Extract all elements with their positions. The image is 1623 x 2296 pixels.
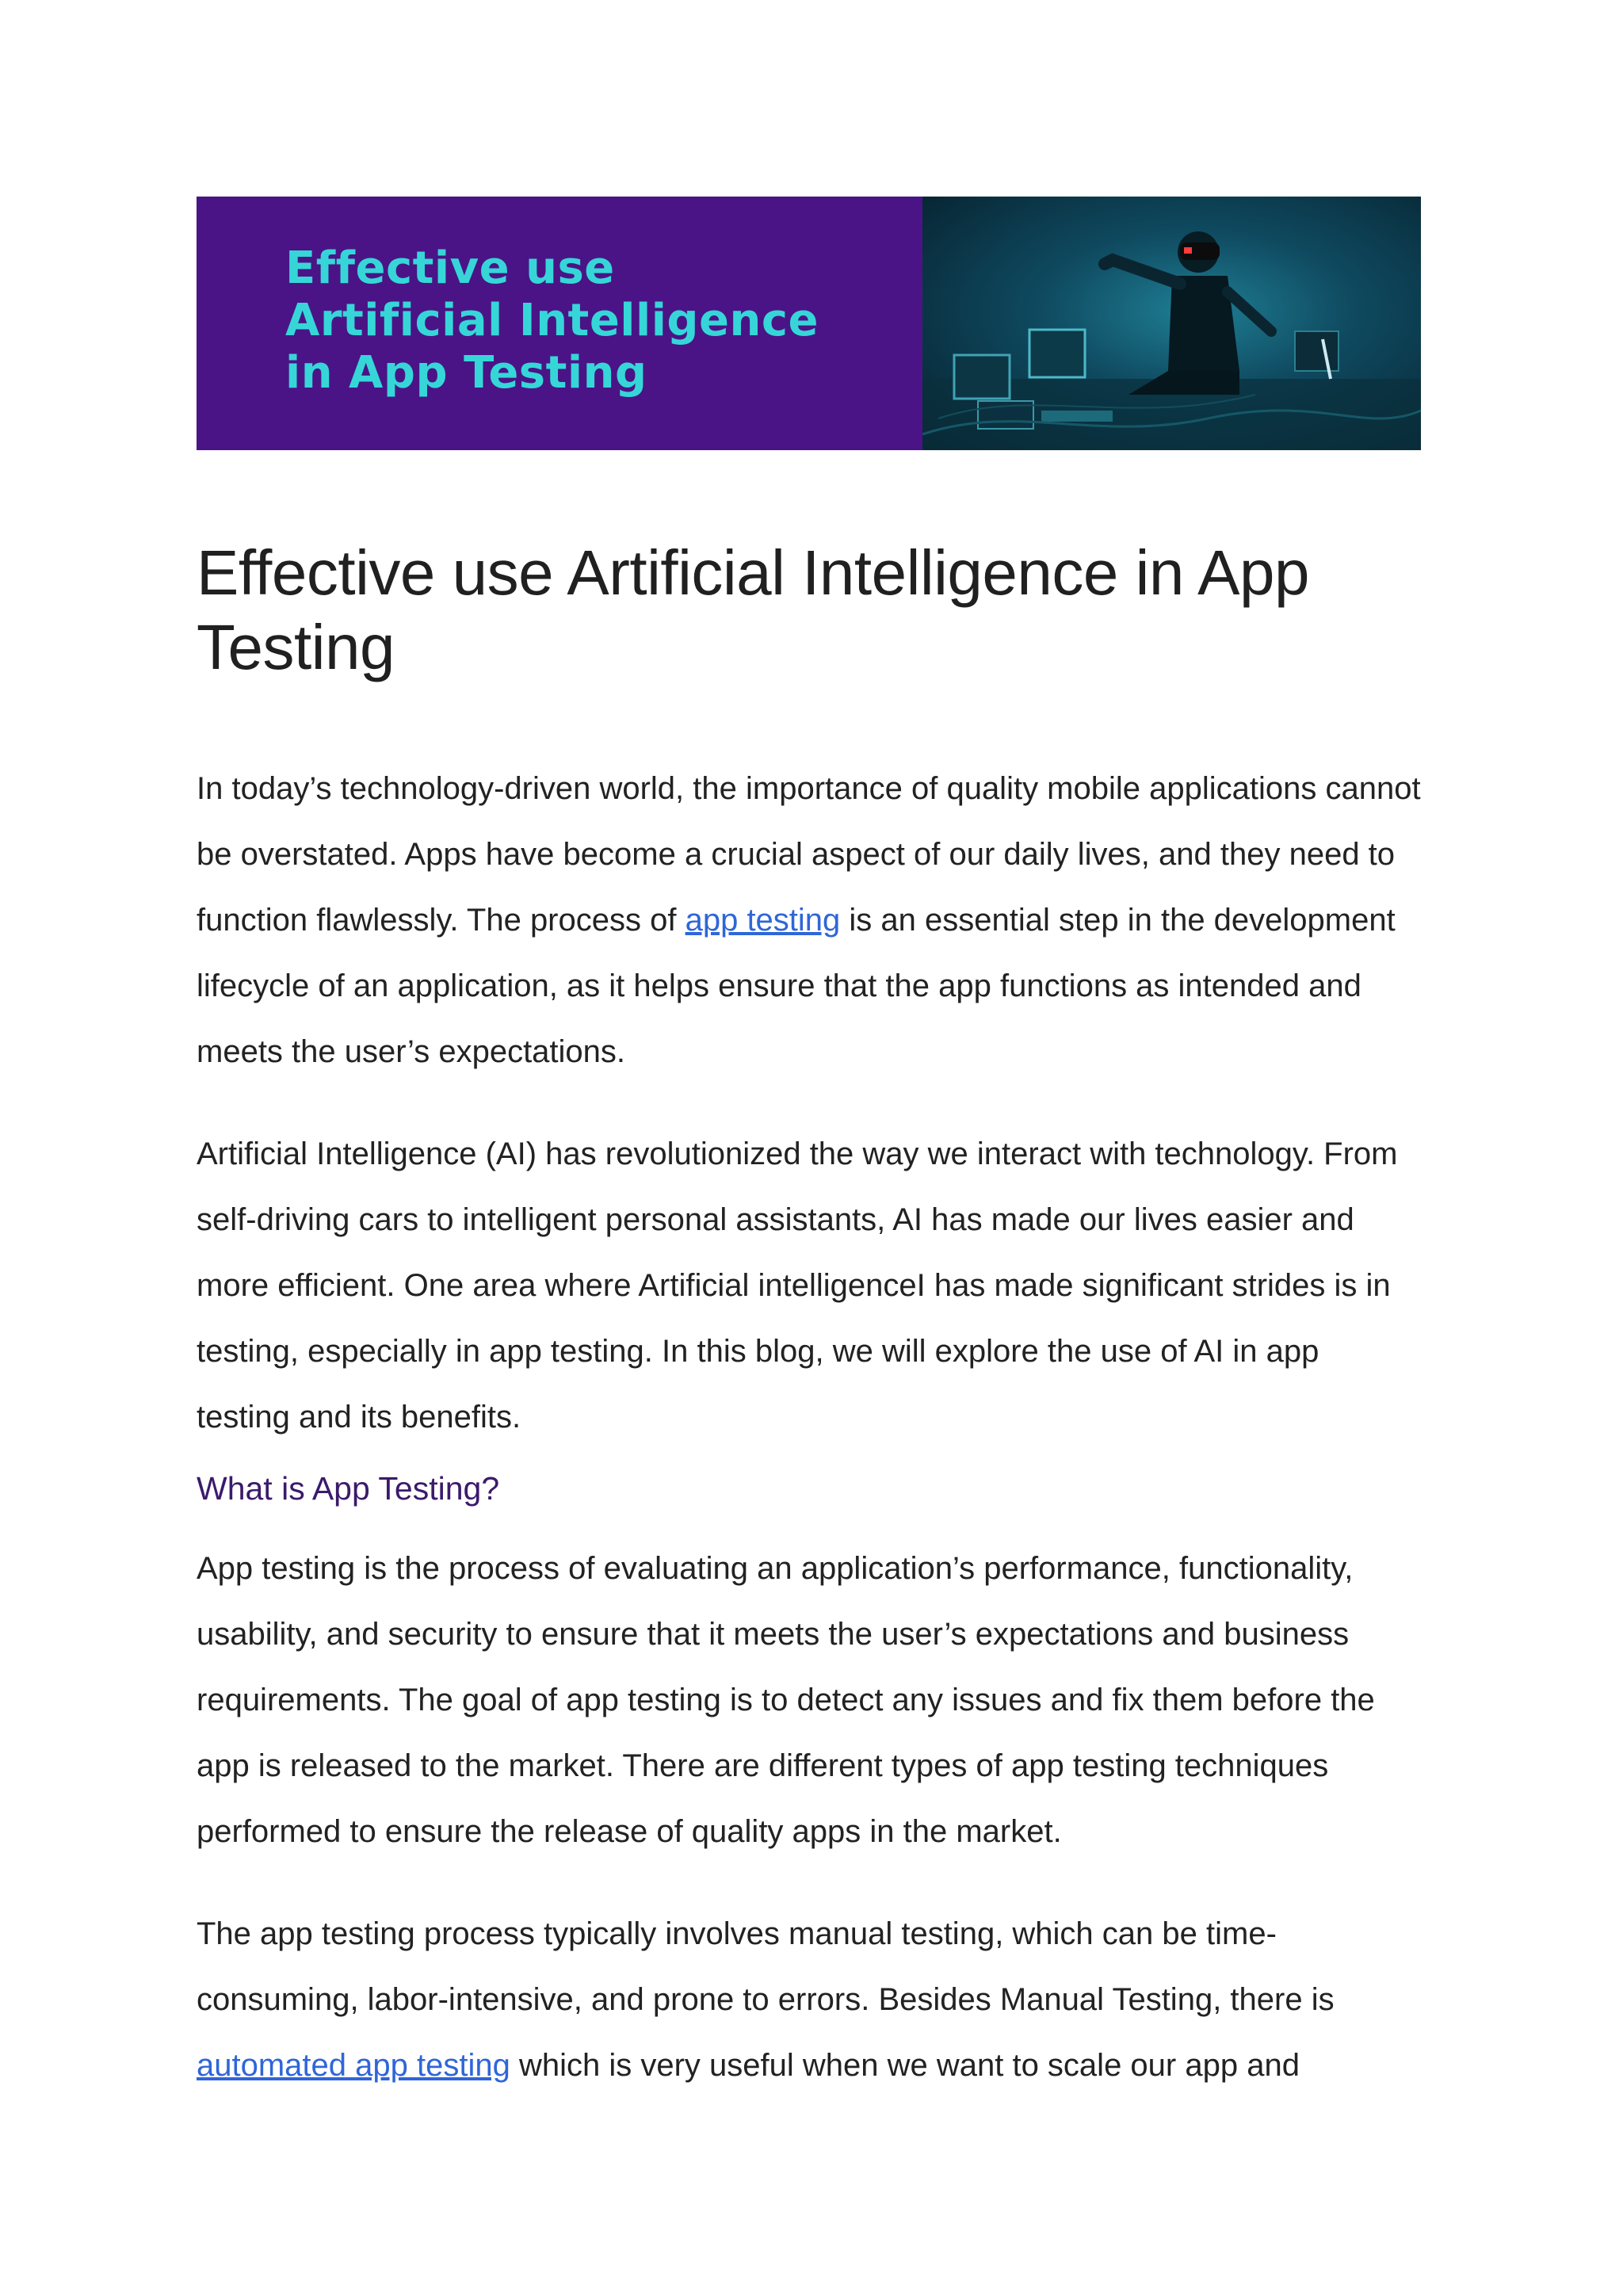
paragraph-text: The app testing process typically involves manual testing, which can be time-consuming, labor-intensive, and prone to errors. Besides Manual Testing, there is [197, 1916, 1335, 2017]
section-heading: What is App Testing? [197, 1470, 500, 1507]
hero-banner [197, 197, 1421, 450]
vr-person-image [922, 197, 1421, 450]
ai-paragraph: Artificial Intelligence (AI) has revolutionized the way we interact with technology. From self-driving cars to intelligent personal assistants, AI has made our lives easier and more efficient. One area where Artificial intelligenceI has made significant strides is in testing, especially in app testing. In this blog, we will explore the use of AI in app testing and its benefits. [197, 1137, 1398, 1435]
paragraph-text: In today’s technology-driven world, the importance of quality mobile applications cannot be overstated. Apps have become a crucial aspect of our daily lives, and they need to function flawlessly. The process of [197, 771, 1421, 938]
vr-scene-illustration [922, 197, 1421, 450]
intro-paragraph [197, 756, 1421, 1085]
app-testing-link[interactable]: app testing [685, 903, 841, 938]
article-title: Effective use Artificial Intelligence in App Testing [197, 537, 1310, 682]
banner-title [285, 243, 819, 399]
paragraph-text: is an essential step in the development lifecycle of an application, as it helps ensure that the app functions as intended and meets the user’s expectations. [197, 903, 1396, 1069]
banner-title-line: Effective use [285, 243, 615, 294]
document-page [197, 197, 1421, 2099]
automated-app-testing-link[interactable]: automated app testing [197, 2048, 510, 2083]
banner-title-line: in App Testing [285, 347, 647, 399]
paragraph-text: which is very useful when we want to scale our app and [510, 2048, 1300, 2083]
process-paragraph [197, 1901, 1421, 2099]
banner-title-line: Artificial Intelligence [285, 295, 819, 346]
definition-paragraph: App testing is the process of evaluating an application’s performance, functionality, usability, and security to ensure that it meets the user’s expectations and business requirements. The goal of app testing is to detect any issues and fix them before the app is released to the market. There are different types of app testing techniques performed to ensure the release of quality apps in the market. [197, 1551, 1375, 1849]
